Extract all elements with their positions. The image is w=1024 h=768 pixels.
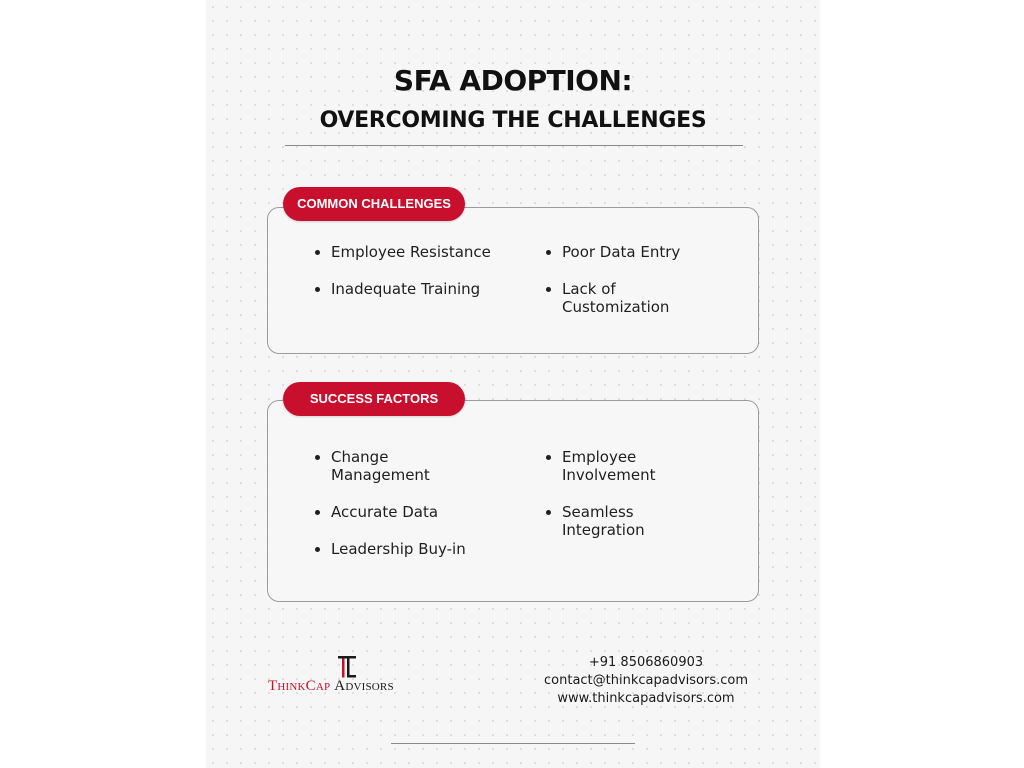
logo-word-secondary: Advisors [334,678,394,694]
success-list-right [546,448,746,558]
list-item: Lack of Customization [546,280,682,316]
success-heading-badge: SUCCESS FACTORS [283,382,465,416]
list-item: Inadequate Training [315,280,515,298]
page-subtitle: OVERCOMING THE CHALLENGES [319,108,707,133]
challenges-list-left [315,243,515,317]
list-item: Change Management [315,448,441,484]
tc-monogram-icon [338,656,356,678]
challenges-heading-badge: COMMON CHALLENGES [283,187,465,221]
company-logo [268,656,432,700]
contact-phone: +91 8506860903 [588,655,704,670]
list-item: Accurate Data [315,503,515,521]
list-item: Employee Resistance [315,243,515,261]
contact-website: www.thinkcapadvisors.com [557,691,735,706]
list-item: Poor Data Entry [546,243,746,261]
title-divider [285,145,743,146]
footer-divider [391,743,635,744]
contact-email: contact@thinkcapadvisors.com [544,673,748,688]
logo-word-primary: ThinkCap [268,678,331,694]
success-list-left [315,448,515,577]
page-title: SFA ADOPTION: [393,64,633,97]
list-item: Seamless Integration [546,503,672,539]
contact-block [526,654,766,708]
list-item: Employee Involvement [546,448,672,484]
list-item: Leadership Buy-in [315,540,515,558]
infographic-poster [206,0,820,768]
challenges-list-right [546,243,746,335]
